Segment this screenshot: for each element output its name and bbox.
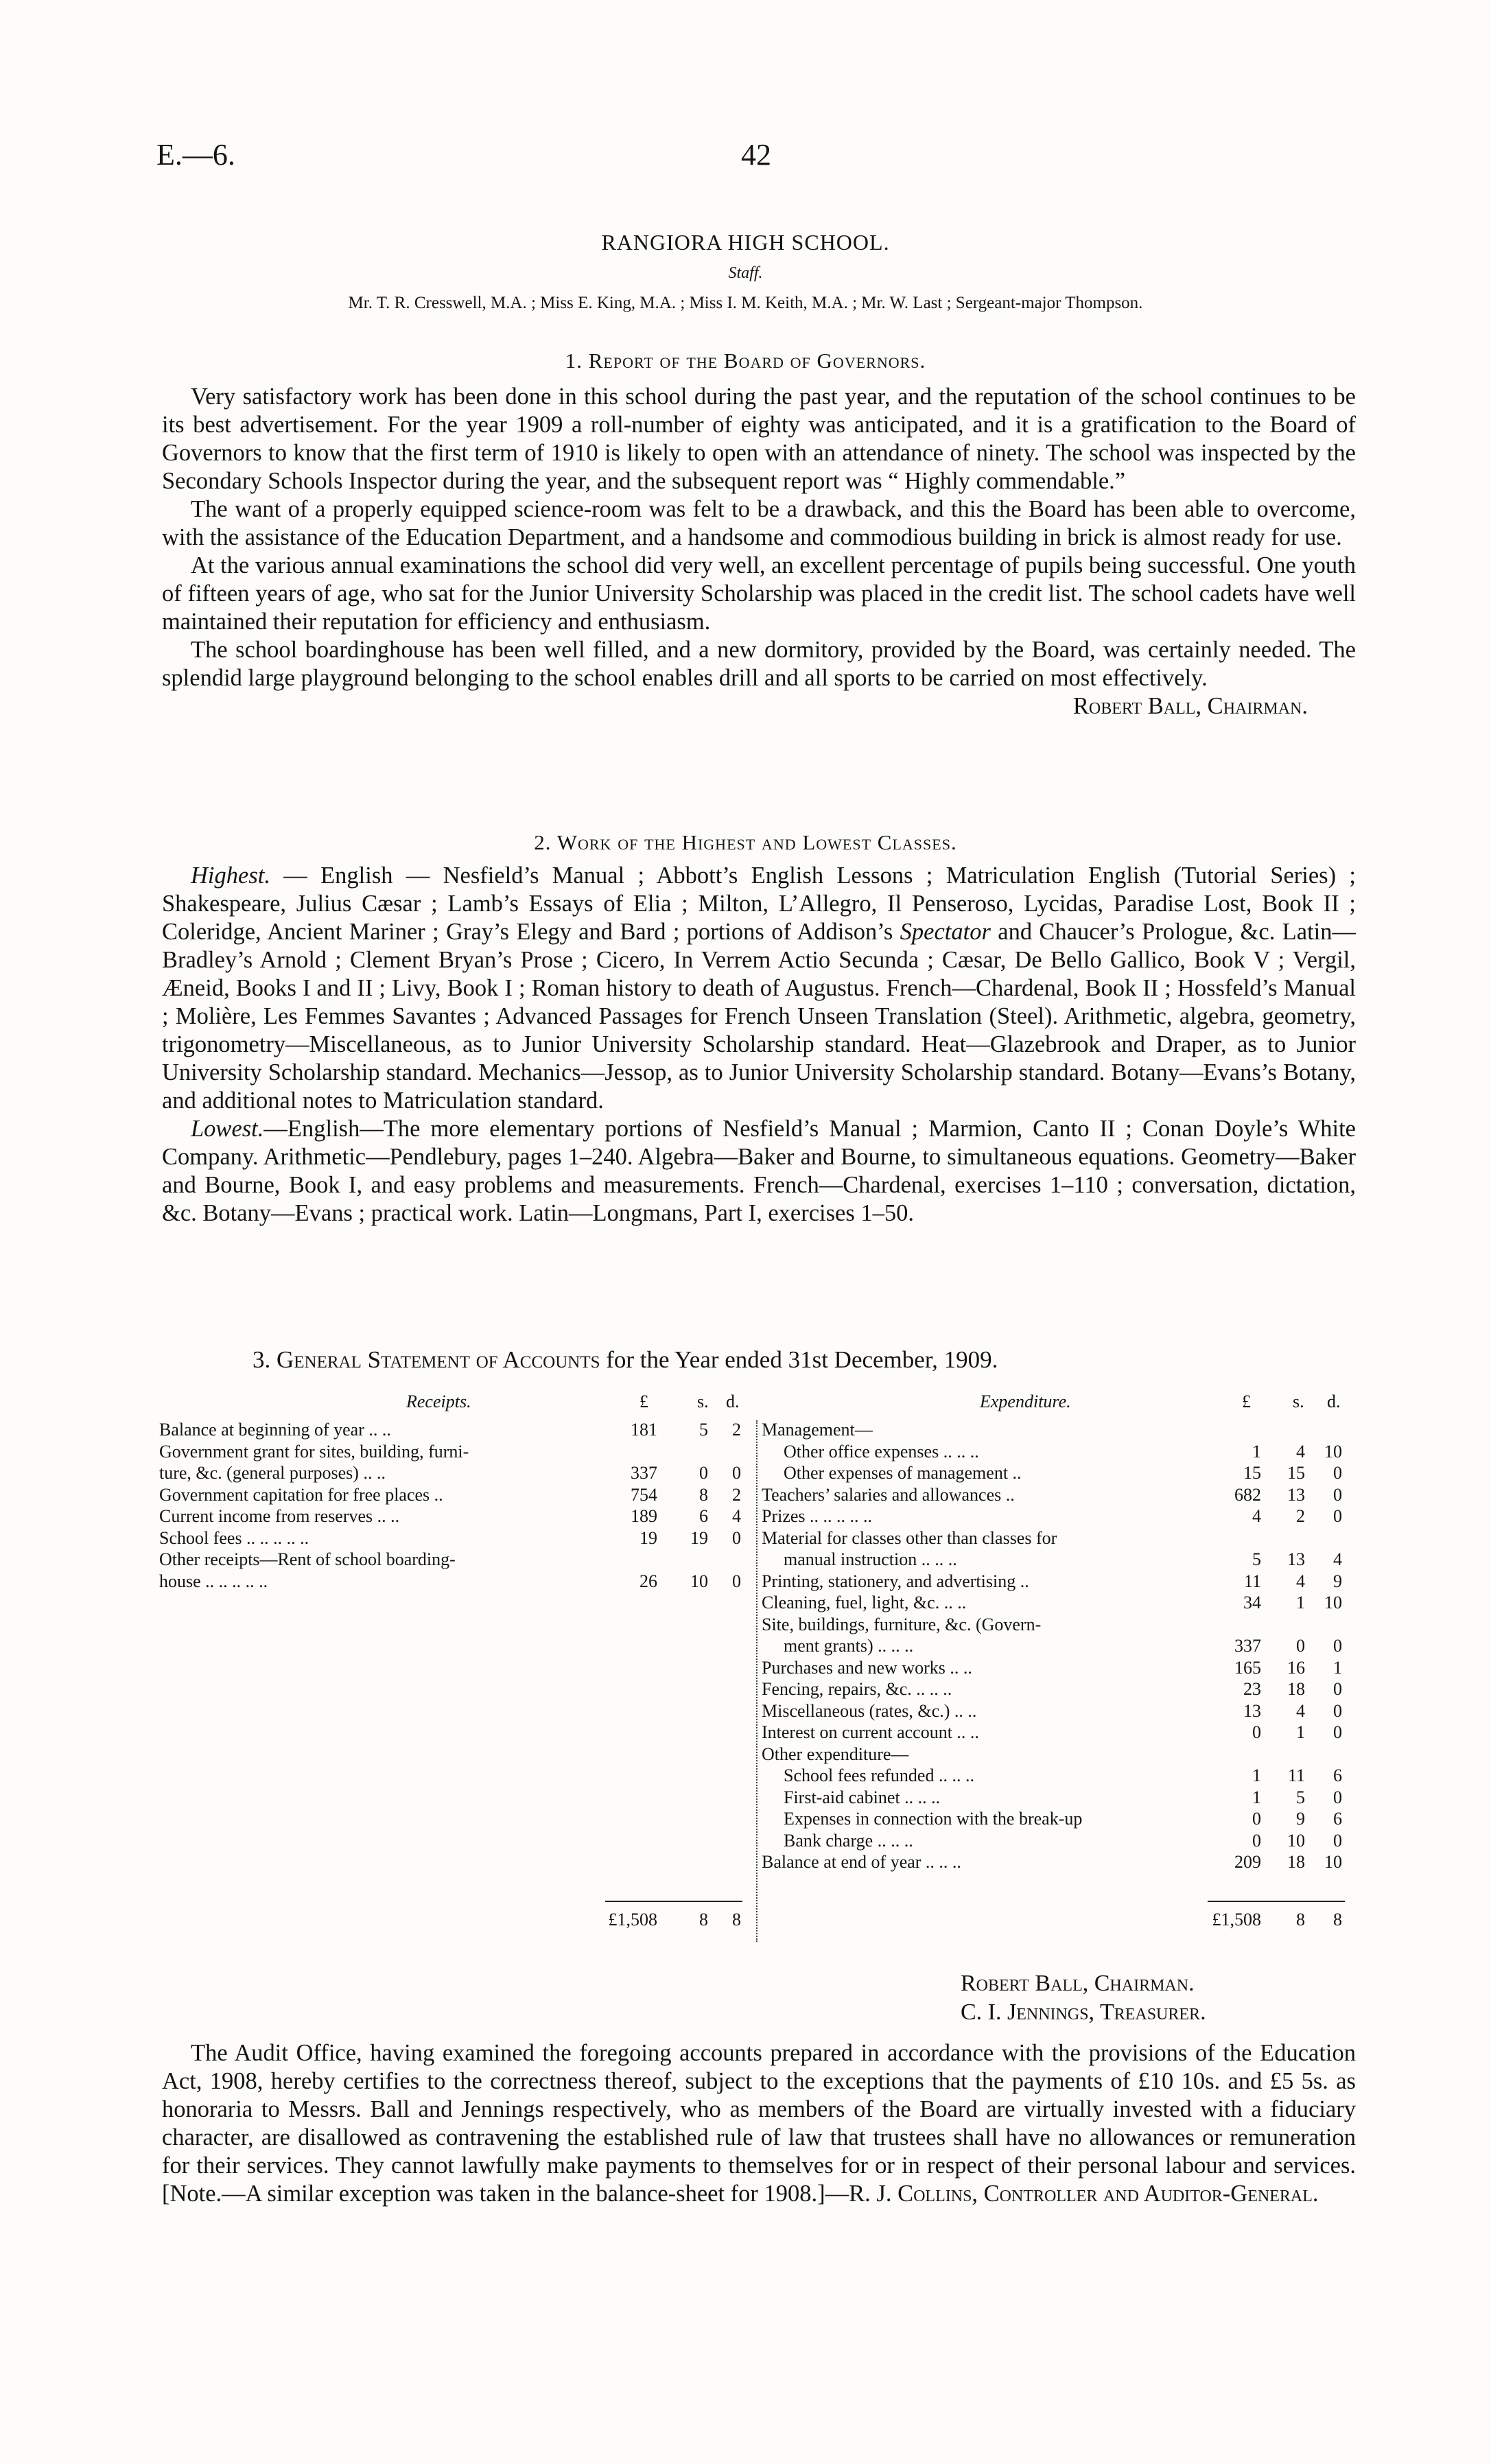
highest-label: Highest.: [191, 863, 270, 889]
receipt-pounds: 181: [631, 1420, 657, 1440]
expenditure-shillings: 15: [1287, 1463, 1305, 1483]
receipt-shillings: 8: [699, 1484, 708, 1505]
receipts-total-rule: [605, 1901, 742, 1902]
expenditure-pounds: 13: [1243, 1700, 1261, 1721]
school-title: RANGIORA HIGH SCHOOL.: [601, 230, 890, 255]
receipt-pence: 2: [732, 1420, 741, 1440]
expenditure-shillings: 9: [1296, 1809, 1305, 1829]
expenditure-label: First-aid cabinet .. .. ..: [784, 1787, 941, 1807]
receipt-label: Other receipts—Rent of school boarding-: [159, 1549, 456, 1569]
receipt-pence: 0: [732, 1527, 741, 1548]
accounts-signatures: [961, 1969, 1206, 2027]
expenditure-pounds: 209: [1234, 1852, 1261, 1872]
expenditure-label: ment grants) .. .. ..: [784, 1636, 914, 1656]
section1-heading: 1. Report of the Board of Governors.: [565, 349, 926, 373]
receipt-pounds: 26: [639, 1571, 657, 1591]
receipts-heading: Receipts.: [406, 1392, 471, 1411]
receipt-label: Current income from reserves .. ..: [159, 1506, 400, 1526]
staff-heading: Staff.: [728, 264, 763, 282]
expenditure-pounds: 0: [1252, 1722, 1261, 1742]
expenditure-label: Cleaning, fuel, light, &c. .. ..: [762, 1593, 967, 1612]
receipts-total-pounds: £1,508: [608, 1910, 657, 1929]
section2-body: [162, 862, 1356, 1228]
expenditure-label: Expenses in connection with the break-up: [784, 1809, 1083, 1829]
expenditure-pounds: 23: [1243, 1679, 1261, 1699]
expenditure-shillings: 5: [1296, 1787, 1305, 1807]
receipt-pence: 0: [732, 1571, 741, 1591]
expenditure-pence: 0: [1333, 1700, 1342, 1721]
receipt-label: School fees .. .. .. .. ..: [159, 1527, 309, 1548]
staff-list: Mr. T. R. Cresswell, M.A. ; Miss E. King, M.A. ; Miss I. M. Keith, M.A. ; Mr. W. Last ; Sergeant-major Thompson.: [348, 294, 1143, 312]
section1-paragraph: Very satisfactory work has been done in this school during the past year, and the reputation of the school continues to be its best advertisement. For the year 1909 a roll-number of eighty was anticipated, and it is a gratification to the Board of Governors to know that the first term of 1910 is likely to open with an attendance of ninety. The school was inspected by the Secondary Schools Inspector during the year, and the subsequent report was “ Highly commendable.”: [162, 384, 1356, 494]
receipt-label: Government grant for sites, building, furni-: [159, 1441, 469, 1462]
receipt-label: Government capitation for free places ..: [159, 1484, 443, 1505]
expenditure-pounds: 4: [1252, 1506, 1261, 1526]
expenditure-shillings: 2: [1296, 1506, 1305, 1526]
audit-paragraph: [162, 2039, 1356, 2208]
expenditure-label: Teachers’ salaries and allowances ..: [762, 1484, 1015, 1505]
expenditure-pence: 0: [1333, 1484, 1342, 1505]
receipt-shillings: 0: [699, 1463, 708, 1483]
receipts-total-pence: 8: [732, 1910, 741, 1929]
expenditure-pence: 0: [1333, 1830, 1342, 1851]
expenditure-label: Other expenditure—: [762, 1744, 909, 1764]
expenditure-pounds: 15: [1243, 1463, 1261, 1483]
expenditure-total-shillings: 8: [1296, 1910, 1305, 1929]
expenditure-pence: 0: [1333, 1722, 1342, 1742]
section1-paragraph: The school boardinghouse has been well filled, and a new dormitory, provided by the Board, was certainly needed. The splendid large playground belonging to the school enables drill and all sports to be carried on most effectively.: [162, 637, 1356, 691]
expenditure-pounds: 682: [1234, 1484, 1261, 1505]
expenditure-pounds: 0: [1252, 1830, 1261, 1851]
expenditure-pence: 0: [1333, 1463, 1342, 1483]
receipt-pounds: 337: [631, 1463, 657, 1483]
expenditure-shillings: 0: [1296, 1636, 1305, 1656]
highest-paragraph: Highest. — English — Nesfield’s Manual ; Abbott’s English Lessons ; Matriculation English (Tutorial Series) ; Shakespeare, Julius Cæsar ; Lamb’s Essays of Elia ; Milton, L’Allegro, Il Penseroso, Lycidas, Paradise Lost, Book II ; Coleridge, Ancient Mariner ; Gray’s Elegy and Bard ; portions of Addison’s Spectator and Chaucer’s Prologue, &c. Latin—Bradley’s Arnold ; Clement Bryan’s Prose ; Cicero, In Verrem Actio Secunda ; Cæsar, De Bello Gallico, Book V ; Vergil, Æneid, Books I and II ; Livy, Book I ; Roman history to death of Augustus. French—Chardenal, Book II ; Hossfeld’s Manual ; Molière, Les Femmes Savantes ; Advanced Passages for French Unseen Translation (Steel). Arithmetic, algebra, geometry, trigonometry—Miscellaneous, as to Junior University Scholarship standard. Heat—Glazebrook and Draper, as to Junior University Scholarship standard. Mechanics—Jessop, as to Junior University Scholarship standard. Botany—Evans’s Botany, and additional notes to Matriculation standard.: [162, 863, 1356, 1114]
section1-body: [162, 383, 1356, 720]
chairman-signature: Robert Ball, Chairman.: [961, 1971, 1195, 1996]
receipt-pence: 2: [732, 1484, 741, 1505]
expenditure-pence: 10: [1324, 1593, 1342, 1612]
expenditure-label: Fencing, repairs, &c. .. .. ..: [762, 1679, 952, 1699]
expenditure-label: Bank charge .. .. ..: [784, 1830, 913, 1851]
expenditure-pence: 6: [1333, 1765, 1342, 1785]
receipt-label: ture, &c. (general purposes) .. ..: [159, 1463, 386, 1483]
expenditure-label: Site, buildings, furniture, &c. (Govern-: [762, 1614, 1042, 1634]
audit-text: The Audit Office, having examined the foregoing accounts prepared in accordance with the provisions of the Education Act, 1908, hereby certifies to the correctness thereof, subject to the exceptions that the payments of £10 10s. and £5 5s. as honoraria to Messrs. Ball and Jennings respectively, who as members of the Board are virtually invested with a fiduciary character, are disallowed as contravening the established rule of law that trustees shall have no allowances or remuneration for their services. They cannot lawfully make payments to themselves for or in respect of their personal labour and services. [Note.—A similar exception was taken in the balance-sheet for 1908.]—R. J. Collins, Controller and Auditor-General.: [162, 2040, 1356, 2207]
expenditure-pounds: 0: [1252, 1809, 1261, 1829]
section1-signature: Robert Ball, Chairman.: [1072, 693, 1308, 719]
auditor-signature: R. J. Collins, Controller and Auditor-General.: [849, 2181, 1319, 2207]
expenditure-pounds: 1: [1252, 1765, 1261, 1785]
receipts-col-shillings: s.: [697, 1392, 709, 1411]
document-code: E.—6.: [156, 138, 235, 172]
expenditure-label: Management—: [762, 1420, 873, 1440]
expenditure-pounds: 11: [1243, 1571, 1261, 1591]
expenditure-label: School fees refunded .. .. ..: [784, 1765, 974, 1785]
expenditure-pounds: 1: [1252, 1441, 1261, 1462]
expenditure-pounds: 1: [1252, 1787, 1261, 1807]
expenditure-pence: 10: [1324, 1852, 1342, 1872]
expenditure-pence: 10: [1324, 1441, 1342, 1462]
expenditure-pounds: 165: [1234, 1657, 1261, 1678]
expenditure-label: Material for classes other than classes for: [762, 1527, 1057, 1548]
expenditure-shillings: 1: [1296, 1722, 1305, 1742]
expenditure-pence: 1: [1333, 1657, 1342, 1678]
expenditure-col-shillings: s.: [1293, 1392, 1304, 1411]
expenditure-pence: 9: [1333, 1571, 1342, 1591]
column-divider: [756, 1420, 759, 1942]
receipt-shillings: 10: [690, 1571, 708, 1591]
expenditure-pence: 4: [1333, 1549, 1342, 1569]
expenditure-label: Balance at end of year .. .. ..: [762, 1852, 961, 1872]
expenditure-shillings: 11: [1287, 1765, 1305, 1785]
expenditure-label: Miscellaneous (rates, &c.) .. ..: [762, 1700, 977, 1721]
receipts-total-shillings: 8: [699, 1910, 708, 1929]
expenditure-label: Interest on current account .. ..: [762, 1722, 979, 1742]
expenditure-label: Other expenses of management ..: [784, 1463, 1022, 1483]
receipt-pounds: 189: [631, 1506, 657, 1526]
expenditure-col-pounds: £: [1242, 1392, 1251, 1411]
expenditure-shillings: 18: [1287, 1679, 1305, 1699]
expenditure-pence: 0: [1333, 1787, 1342, 1807]
expenditure-label: Prizes .. .. .. .. ..: [762, 1506, 873, 1526]
expenditure-shillings: 1: [1296, 1593, 1305, 1612]
expenditure-total-pence: 8: [1333, 1910, 1342, 1929]
expenditure-total-pounds: £1,508: [1212, 1910, 1261, 1929]
expenditure-shillings: 4: [1296, 1571, 1305, 1591]
expenditure-pounds: 337: [1234, 1636, 1261, 1656]
expenditure-pounds: 5: [1252, 1549, 1261, 1569]
treasurer-signature: C. I. Jennings, Treasurer.: [961, 1999, 1206, 2025]
expenditure-pence: 6: [1333, 1809, 1342, 1829]
expenditure-label: Other office expenses .. .. ..: [784, 1441, 979, 1462]
expenditure-label: Purchases and new works .. ..: [762, 1657, 972, 1678]
receipt-shillings: 5: [699, 1420, 708, 1440]
section2-heading: 2. Work of the Highest and Lowest Classes.: [534, 830, 957, 854]
receipt-pence: 4: [732, 1506, 741, 1526]
receipt-pence: 0: [732, 1463, 741, 1483]
lowest-paragraph: Lowest.—English—The more elementary portions of Nesfield’s Manual ; Marmion, Canto II ; Conan Doyle’s White Company. Arithmetic—Pendlebury, pages 1–240. Algebra—Baker and Bourne, to simultaneous equations. Geometry—Baker and Bourne, Book I, and easy problems and measurements. French—Chardenal, exercises 1–110 ; conversation, dictation, &c. Botany—Evans ; practical work. Latin—Longmans, Part I, exercises 1–50.: [162, 1116, 1356, 1226]
receipts-col-pounds: £: [639, 1392, 648, 1411]
expenditure-shillings: 4: [1296, 1700, 1305, 1721]
lowest-label: Lowest.: [191, 1116, 264, 1142]
expenditure-label: Printing, stationery, and advertising ..: [762, 1571, 1029, 1591]
section3-heading: 3. General Statement of Accounts for the Year ended 31st December, 1909.: [253, 1346, 998, 1373]
section1-paragraph: At the various annual examinations the school did very well, an excellent percentage of pupils being successful. One youth of fifteen years of age, who sat for the Junior University Scholarship was placed in the credit list. The school cadets have well maintained their reputation for efficiency and enthusiasm.: [162, 552, 1356, 635]
page-number: 42: [741, 138, 771, 172]
receipt-shillings: 19: [690, 1527, 708, 1548]
section1-paragraph: The want of a properly equipped science-room was felt to be a drawback, and this the Board has been able to overcome, with the assistance of the Education Department, and a handsome and commodious building in brick is almost ready for use.: [162, 496, 1356, 550]
expenditure-shillings: 18: [1287, 1852, 1305, 1872]
receipt-shillings: 6: [699, 1506, 708, 1526]
expenditure-pence: 0: [1333, 1636, 1342, 1656]
expenditure-col-pence: d.: [1327, 1392, 1341, 1411]
expenditure-shillings: 4: [1296, 1441, 1305, 1462]
receipt-pounds: 19: [639, 1527, 657, 1548]
receipt-pounds: 754: [631, 1484, 657, 1505]
expenditure-shillings: 13: [1287, 1484, 1305, 1505]
receipt-label: house .. .. .. .. ..: [159, 1571, 268, 1591]
expenditure-shillings: 13: [1287, 1549, 1305, 1569]
receipt-label: Balance at beginning of year .. ..: [159, 1420, 391, 1440]
expenditure-shillings: 16: [1287, 1657, 1305, 1678]
expenditure-pence: 0: [1333, 1679, 1342, 1699]
expenditure-pence: 0: [1333, 1506, 1342, 1526]
receipts-col-pence: d.: [726, 1392, 740, 1411]
expenditure-pounds: 34: [1243, 1593, 1261, 1612]
expenditure-shillings: 10: [1287, 1830, 1305, 1851]
expenditure-total-rule: [1208, 1901, 1345, 1902]
expenditure-label: manual instruction .. .. ..: [784, 1549, 957, 1569]
expenditure-heading: Expenditure.: [980, 1392, 1071, 1411]
